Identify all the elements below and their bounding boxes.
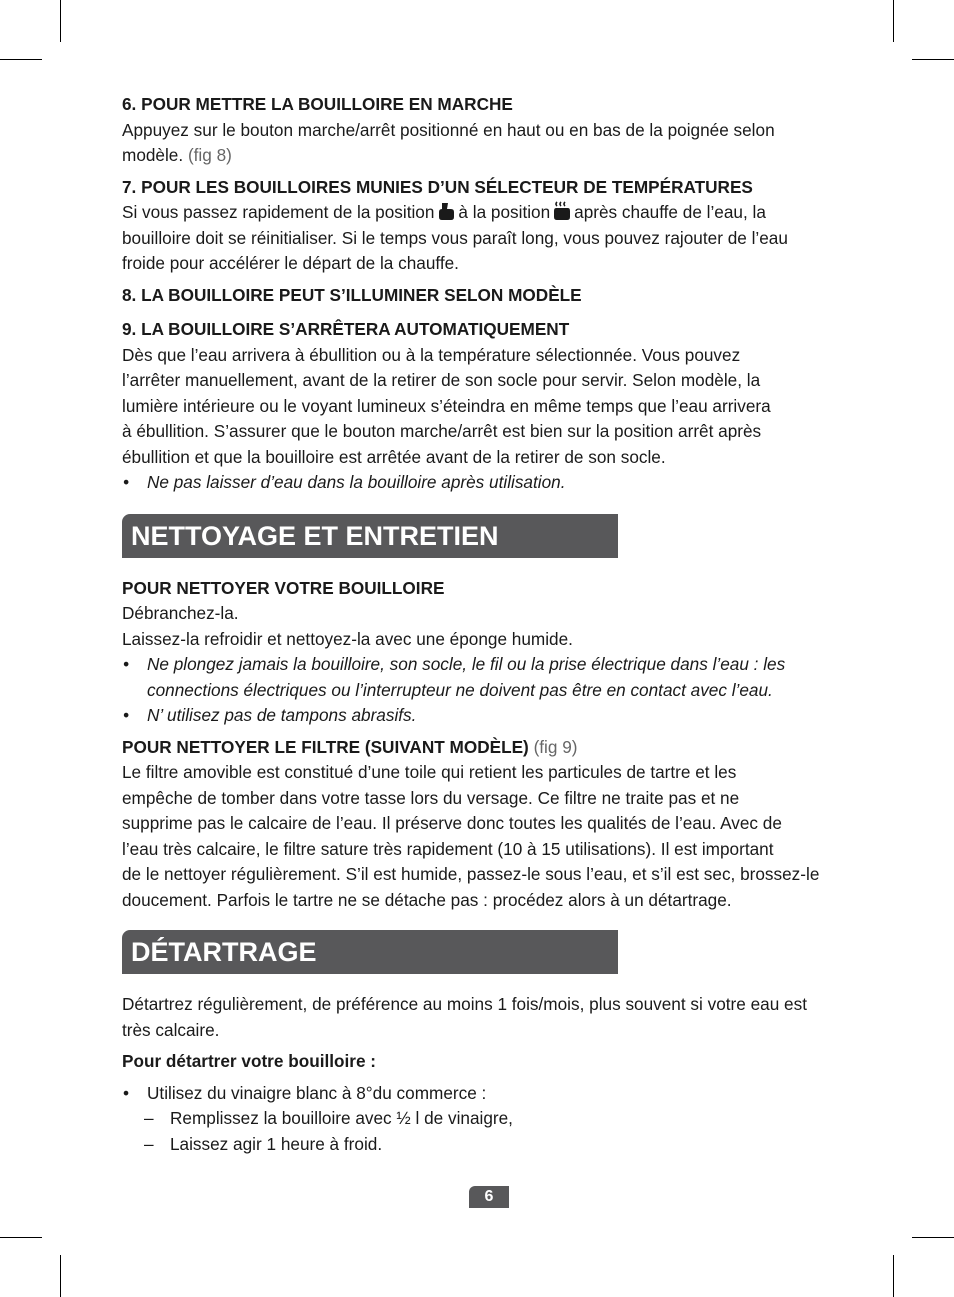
nettoyage-heading-filtre: [122, 735, 862, 761]
nettoyage-bullet: [122, 652, 862, 703]
section-7-body-line: [122, 200, 862, 226]
nettoyage-heading-bouilloire: POUR NETTOYER VOTRE BOUILLOIRE: [122, 577, 445, 598]
section-9-heading: 9. LA BOUILLOIRE S’ARRÊTERA AUTOMATIQUEMENT: [122, 319, 570, 339]
detartrage-dash-item: – Laissez agir 1 heure à froid.: [122, 1132, 862, 1158]
section-7-body-line: froide pour accélérer le départ de la chauffe.: [122, 253, 459, 273]
crop-mark: [893, 0, 894, 42]
crop-mark: [912, 1237, 954, 1238]
section-7-text: à la position: [458, 202, 551, 222]
section-9-body-line: Dès que l’eau arrivera à ébullition ou à la température sélectionnée. Vous pouvez: [122, 344, 741, 365]
nettoyage-bullet: • N’ utilisez pas de tampons abrasifs.: [122, 703, 862, 729]
section-6-body-text: modèle.: [122, 145, 184, 165]
section-6-body-line: [122, 143, 862, 169]
crop-mark: [60, 0, 61, 42]
detartrage-bullet: • Utilisez du vinaigre blanc à 8°du commerce :: [122, 1081, 862, 1107]
page-content: [122, 92, 862, 1157]
crop-mark: [912, 59, 954, 60]
section-9-bullet: • Ne pas laisser d’eau dans la bouilloire après utilisation.: [122, 470, 862, 496]
nettoyage-heading-filtre-text: POUR NETTOYER LE FILTRE (SUIVANT MODÈLE): [122, 736, 529, 757]
section-7-text: Si vous passez rapidement de la position: [122, 202, 435, 222]
detartrage-dash-item: – Remplissez la bouilloire avec ½ l de vinaigre,: [122, 1106, 862, 1132]
cold-water-icon: [436, 201, 456, 221]
figure-reference: (fig 8): [187, 145, 232, 165]
section-6-heading: 6. POUR METTRE LA BOUILLOIRE EN MARCHE: [122, 94, 513, 114]
section-7-text: après chauffe de l’eau, la: [574, 202, 766, 222]
crop-mark: [893, 1255, 894, 1297]
filtre-body-line: doucement. Parfois le tartre ne se détache pas : procédez alors à un détartrage.: [122, 889, 732, 910]
section-7-heading: 7. POUR LES BOUILLOIRES MUNIES D’UN SÉLECTEUR DE TEMPÉRATURES: [122, 176, 753, 197]
nettoyage-bullet-line: • Ne plongez jamais la bouilloire, son socle, le fil ou la prise électrique dans l’eau : les: [147, 654, 786, 674]
filtre-body-line: supprime pas le calcaire de l’eau. Il préserve donc toutes les qualités de l’eau. Avec de: [122, 813, 782, 833]
detartrage-heading: Pour détartrer votre bouilloire :: [122, 1051, 377, 1071]
section-9-body-line: ébullition et que la bouilloire est arrêtée avant de la retirer de son socle.: [122, 446, 666, 467]
filtre-body-line: Le filtre amovible est constitué d’une toile qui retient les particules de tartre et les: [122, 762, 737, 782]
section-8-heading: 8. LA BOUILLOIRE PEUT S’ILLUMINER SELON MODÈLE: [122, 284, 582, 305]
hot-water-icon: [552, 201, 572, 221]
section-band-nettoyage: NETTOYAGE ET ENTRETIEN: [122, 514, 618, 558]
section-9-body-line: lumière intérieure ou le voyant lumineux s’éteindra en même temps que l’eau arrivera: [122, 395, 771, 416]
section-band-detartrage: DÉTARTRAGE: [122, 930, 618, 974]
crop-mark: [0, 1237, 42, 1238]
figure-reference: (fig 9): [533, 736, 578, 757]
crop-mark: [0, 59, 42, 60]
section-9-body-line: l’arrêter manuellement, avant de la retirer de son socle pour servir. Selon modèle, la: [122, 370, 761, 390]
filtre-body-line: de le nettoyer régulièrement. S’il est humide, passez-le sous l’eau, et s’il est sec, brossez-le: [122, 864, 820, 884]
nettoyage-bullet-line: connections électriques ou l’interrupteur ne doivent pas être en contact avec l’eau.: [147, 679, 773, 700]
nettoyage-text: Laissez-la refroidir et nettoyez-la avec une éponge humide.: [122, 628, 573, 649]
section-9-body-line: à ébullition. S’assurer que le bouton marche/arrêt est bien sur la position arrêt après: [122, 421, 762, 441]
filtre-body-line: empêche de tomber dans votre tasse lors du versage. Ce filtre ne traite pas et ne: [122, 787, 740, 808]
filtre-body-line: l’eau très calcaire, le filtre sature très rapidement (10 à 15 utilisations). Il est important: [122, 838, 774, 859]
crop-mark: [60, 1255, 61, 1297]
nettoyage-text: Débranchez-la.: [122, 603, 239, 623]
section-6-body-line: Appuyez sur le bouton marche/arrêt positionné en haut ou en bas de la poignée selon: [122, 119, 775, 140]
page-number: 6: [469, 1186, 509, 1208]
section-7-body-line: bouilloire doit se réinitialiser. Si le temps vous paraît long, vous pouvez rajouter de l’eau: [122, 227, 788, 248]
detartrage-body-line: très calcaire.: [122, 1019, 220, 1040]
detartrage-body-line: Détartrez régulièrement, de préférence au moins 1 fois/mois, plus souvent si votre eau est: [122, 994, 807, 1014]
